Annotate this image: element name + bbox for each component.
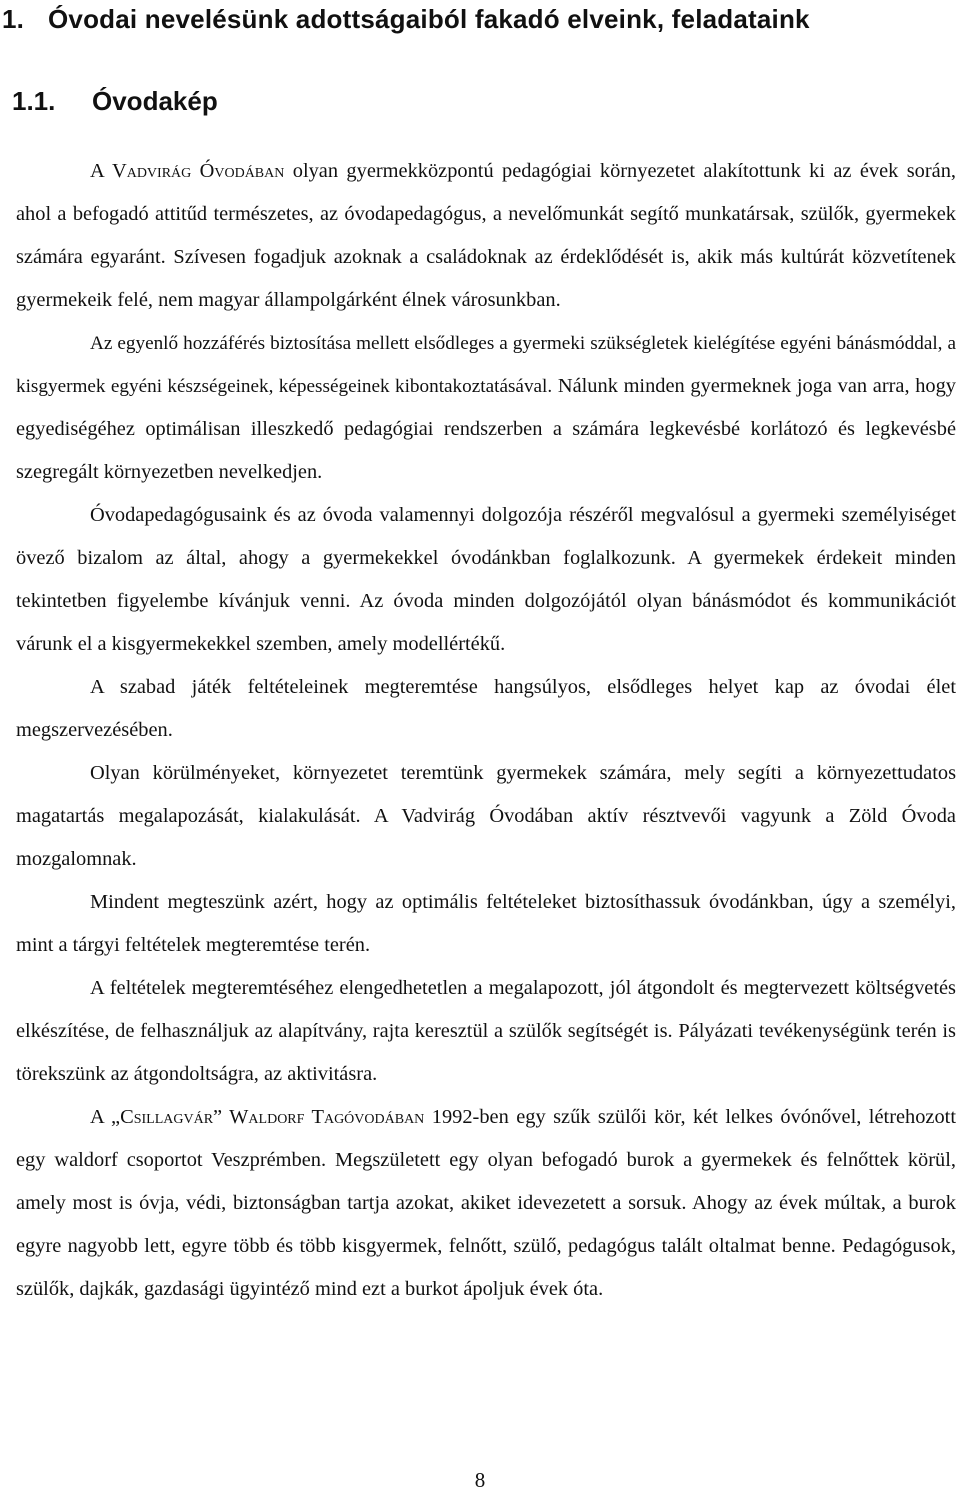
chapter-heading [2, 4, 810, 35]
paragraph-8: A „Csillagvár” Waldorf Tagóvodában 1992-ben egy szűk szülői kör, két lelkes óvónővel, létrehozott egy waldorf csoportot Veszprémben. Megszületett egy olyan befogadó burok a gyermekek és felnőttek körül, amely most is óvja, védi, biztonságban tartja azokat, akiket idevezetett a sorsuk. Ahogy az évek múltak, a burok egyre nagyobb lett, egyre több és több kisgyermek, felnőtt, szülő, pedagógus talált oltalmat benne. Pedagógusok, szülők, dajkák, gazdasági ügyintéző mind ezt a burkot ápoljuk évek óta. [16, 1106, 956, 1300]
page-number: 8 [474, 1468, 486, 1492]
chapter-title: Óvodai nevelésünk adottságaiból fakadó elveink, feladataink [48, 4, 810, 34]
section-title: Óvodakép [92, 86, 218, 116]
paragraph-5: Olyan körülményeket, környezetet teremtünk gyermekek számára, mely segíti a környezettudatos magatartás megalapozását, kialakulását. A Vadvirág Óvodában aktív résztvevői vagyunk a Zöld Óvoda mozgalomnak. [16, 762, 956, 870]
paragraph-7: A feltételek megteremtéséhez elengedhetetlen a megalapozott, jól átgondolt és megtervezett költségvetés elkészítése, de felhasználjuk az alapítvány, rajta keresztül a szülők segítségét is. Pályázati tevékenységünk terén is törekszünk az átgondoltságra, az aktivitásra. [16, 977, 956, 1085]
paragraph-4: A szabad játék feltételeinek megteremtése hangsúlyos, elsődleges helyet kap az óvodai élet megszervezésében. [16, 676, 956, 741]
paragraph-2: Az egyenlő hozzáférés biztosítása mellett elsődleges a gyermeki szükségletek kielégítése egyéni bánásmóddal, a kisgyermek egyéni készségeinek, képességeinek kibontakoztatásával. Nálunk minden gyermeknek joga van arra, hogy egyediségéhez optimálisan illeszkedő pedagógiai rendszerben a számára legkevésbé korlátozó és legkevésbé szegregált környezetben nevelkedjen. [16, 333, 957, 483]
chapter-number: 1. [2, 4, 25, 34]
section-heading [12, 86, 218, 117]
member-kindergarten-name: Csillagvár” Waldorf Tagóvodában [120, 1106, 425, 1128]
kindergarten-name: Vadvirág Óvodában [111, 160, 285, 182]
paragraph-3: Óvodapedagógusaink és az óvoda valamennyi dolgozója részéről megvalósul a gyermeki személyiséget övező bizalom az által, ahogy a gyermekekkel óvodánkban foglalkozunk. A gyermekek érdekeit minden tekintetben figyelembe kívánjuk venni. Az óvoda minden dolgozójától olyan bánásmódot és kommunikációt várunk el a kisgyermekekkel szemben, amely modellértékű. [16, 504, 956, 655]
section-number: 1.1. [12, 86, 56, 116]
paragraph-6: Mindent megteszünk azért, hogy az optimális feltételeket biztosíthassuk óvodánkban, úgy a személyi, mint a tárgyi feltételek megteremtése terén. [16, 891, 956, 956]
body-text [16, 150, 956, 1311]
paragraph-1: A Vadvirág Óvodában olyan gyermekközpontú pedagógiai környezetet alakítottunk ki az évek során, ahol a befogadó attitűd természetes, az óvodapedagógus, a nevelőmunkát segítő munkatársak, szülők, gyermekek számára egyaránt. Szívesen fogadjuk azoknak a családoknak az érdeklődését is, akik más kultúrát közvetítenek gyermekeik felé, nem magyar állampolgárként élnek városunkban. [16, 160, 956, 311]
